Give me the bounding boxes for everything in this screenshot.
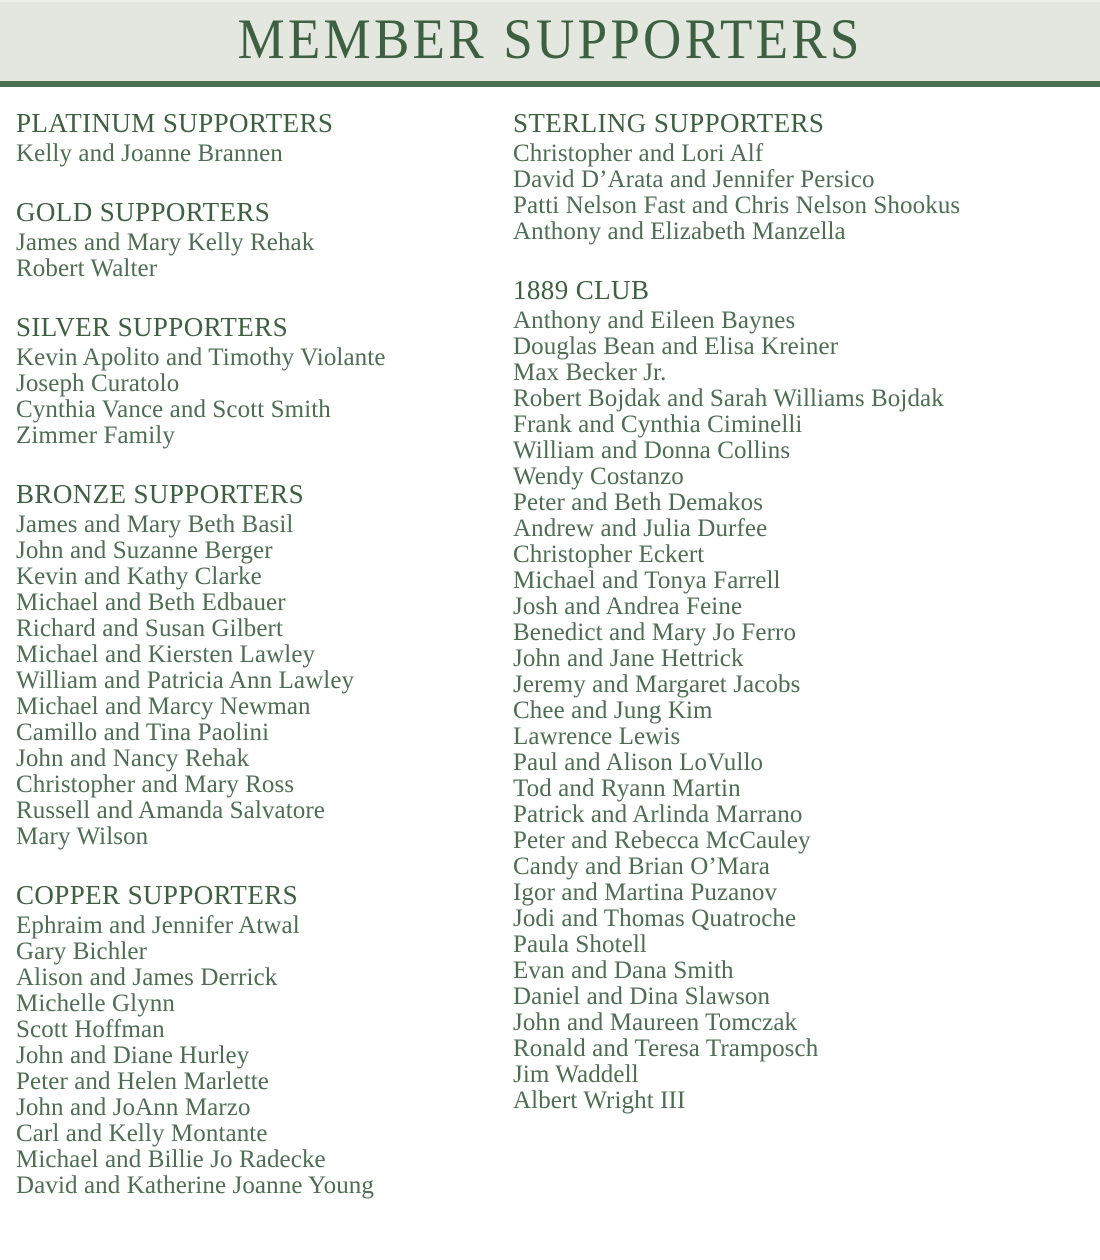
supporter-name: Tod and Ryann Martin xyxy=(513,775,741,802)
supporter-name: Christopher Eckert xyxy=(513,541,705,568)
supporter-name-list xyxy=(513,308,1093,1114)
supporter-name: Christopher and Lori Alf xyxy=(513,140,764,167)
supporter-name: Kevin and Kathy Clarke xyxy=(16,563,262,590)
supporter-name: Anthony and Eileen Baynes xyxy=(513,307,796,334)
supporter-name: James and Mary Kelly Rehak xyxy=(16,229,315,256)
supporter-name: William and Donna Collins xyxy=(513,437,791,464)
supporter-name: Chee and Jung Kim xyxy=(513,697,713,724)
supporter-name-list xyxy=(16,512,496,850)
supporter-name: Paula Shotell xyxy=(513,931,647,958)
supporter-name: Paul and Alison LoVullo xyxy=(513,749,764,776)
supporter-name: Lawrence Lewis xyxy=(513,723,681,750)
supporter-name: Michael and Billie Jo Radecke xyxy=(16,1146,326,1173)
supporter-name: Scott Hoffman xyxy=(16,1016,165,1043)
supporter-name: John and Jane Hettrick xyxy=(513,645,744,672)
supporter-name: Carl and Kelly Montante xyxy=(16,1120,268,1147)
section-heading: GOLD SUPPORTERS xyxy=(16,197,271,227)
supporter-name: Andrew and Julia Durfee xyxy=(513,515,768,542)
supporter-name: John and JoAnn Marzo xyxy=(16,1094,251,1121)
supporter-name: Joseph Curatolo xyxy=(16,370,180,397)
supporter-name: Jeremy and Margaret Jacobs xyxy=(513,671,801,698)
supporter-name: Cynthia Vance and Scott Smith xyxy=(16,396,331,423)
supporter-name: Igor and Martina Puzanov xyxy=(513,879,778,906)
supporter-name: John and Nancy Rehak xyxy=(16,745,250,772)
supporters-content xyxy=(0,87,1100,1199)
supporter-name: James and Mary Beth Basil xyxy=(16,511,294,538)
supporter-name: Russell and Amanda Salvatore xyxy=(16,797,325,824)
supporter-name: Ephraim and Jennifer Atwal xyxy=(16,912,300,939)
supporter-name: Peter and Helen Marlette xyxy=(16,1068,269,1095)
supporter-section-bronze-supporters xyxy=(16,479,496,850)
supporter-name: John and Diane Hurley xyxy=(16,1042,250,1069)
supporter-name: Camillo and Tina Paolini xyxy=(16,719,270,746)
supporter-name: Zimmer Family xyxy=(16,422,175,449)
supporter-name: John and Suzanne Berger xyxy=(16,537,273,564)
supporter-name: Frank and Cynthia Ciminelli xyxy=(513,411,803,438)
supporter-name: William and Patricia Ann Lawley xyxy=(16,667,355,694)
supporter-name: Wendy Costanzo xyxy=(513,463,684,490)
supporter-section-silver-supporters xyxy=(16,312,496,449)
supporter-name: Richard and Susan Gilbert xyxy=(16,615,284,642)
supporter-name: Alison and James Derrick xyxy=(16,964,278,991)
supporter-name: Mary Wilson xyxy=(16,823,149,850)
supporter-name: Patti Nelson Fast and Chris Nelson Shookus xyxy=(513,192,961,219)
section-heading: BRONZE SUPPORTERS xyxy=(16,479,304,509)
supporter-name: Michael and Beth Edbauer xyxy=(16,589,286,616)
supporter-name: Benedict and Mary Jo Ferro xyxy=(513,619,797,646)
supporter-section-sterling-supporters xyxy=(513,108,1093,245)
left-column xyxy=(16,108,496,1199)
section-heading: COPPER SUPPORTERS xyxy=(16,880,299,910)
supporter-name: Kelly and Joanne Brannen xyxy=(16,140,283,167)
supporter-name-list xyxy=(16,345,496,449)
supporter-name: Max Becker Jr. xyxy=(513,359,667,386)
supporter-name: Peter and Beth Demakos xyxy=(513,489,764,516)
supporter-name-list xyxy=(16,230,496,282)
supporter-name: Christopher and Mary Ross xyxy=(16,771,295,798)
supporter-name: John and Maureen Tomczak xyxy=(513,1009,798,1036)
supporter-section-platinum-supporters xyxy=(16,108,496,167)
supporter-name: Anthony and Elizabeth Manzella xyxy=(513,218,846,245)
section-heading: 1889 CLUB xyxy=(513,275,650,305)
page-banner xyxy=(0,0,1100,81)
supporter-name: Ronald and Teresa Tramposch xyxy=(513,1035,819,1062)
supporter-name: Evan and Dana Smith xyxy=(513,957,734,984)
section-heading: SILVER SUPPORTERS xyxy=(16,312,289,342)
supporter-name: Robert Bojdak and Sarah Williams Bojdak xyxy=(513,385,944,412)
supporter-name: Kevin Apolito and Timothy Violante xyxy=(16,344,386,371)
supporter-name: Robert Walter xyxy=(16,255,158,282)
section-heading: STERLING SUPPORTERS xyxy=(513,108,825,138)
supporter-name: Daniel and Dina Slawson xyxy=(513,983,771,1010)
supporter-name: Peter and Rebecca McCauley xyxy=(513,827,811,854)
page-title: MEMBER SUPPORTERS xyxy=(237,8,863,71)
supporter-name: Albert Wright III xyxy=(513,1087,686,1114)
supporter-name: Patrick and Arlinda Marrano xyxy=(513,801,803,828)
supporter-name: Gary Bichler xyxy=(16,938,148,965)
supporter-name: Michelle Glynn xyxy=(16,990,176,1017)
supporter-name: David D’Arata and Jennifer Persico xyxy=(513,166,875,193)
supporter-name: David and Katherine Joanne Young xyxy=(16,1172,374,1199)
supporter-section-gold-supporters xyxy=(16,197,496,282)
supporter-name: Josh and Andrea Feine xyxy=(513,593,743,620)
supporter-name: Douglas Bean and Elisa Kreiner xyxy=(513,333,839,360)
supporter-section-copper-supporters xyxy=(16,880,496,1199)
supporter-name: Michael and Kiersten Lawley xyxy=(16,641,316,668)
supporter-name: Michael and Tonya Farrell xyxy=(513,567,781,594)
supporter-name: Jodi and Thomas Quatroche xyxy=(513,905,797,932)
supporter-name-list xyxy=(513,141,1093,245)
supporter-name-list xyxy=(16,141,496,167)
supporter-section-1889-club xyxy=(513,275,1093,1114)
supporter-name-list xyxy=(16,913,496,1199)
supporter-name: Candy and Brian O’Mara xyxy=(513,853,770,880)
supporter-name: Michael and Marcy Newman xyxy=(16,693,311,720)
section-heading: PLATINUM SUPPORTERS xyxy=(16,108,334,138)
right-column xyxy=(513,108,1093,1114)
supporter-name: Jim Waddell xyxy=(513,1061,639,1088)
